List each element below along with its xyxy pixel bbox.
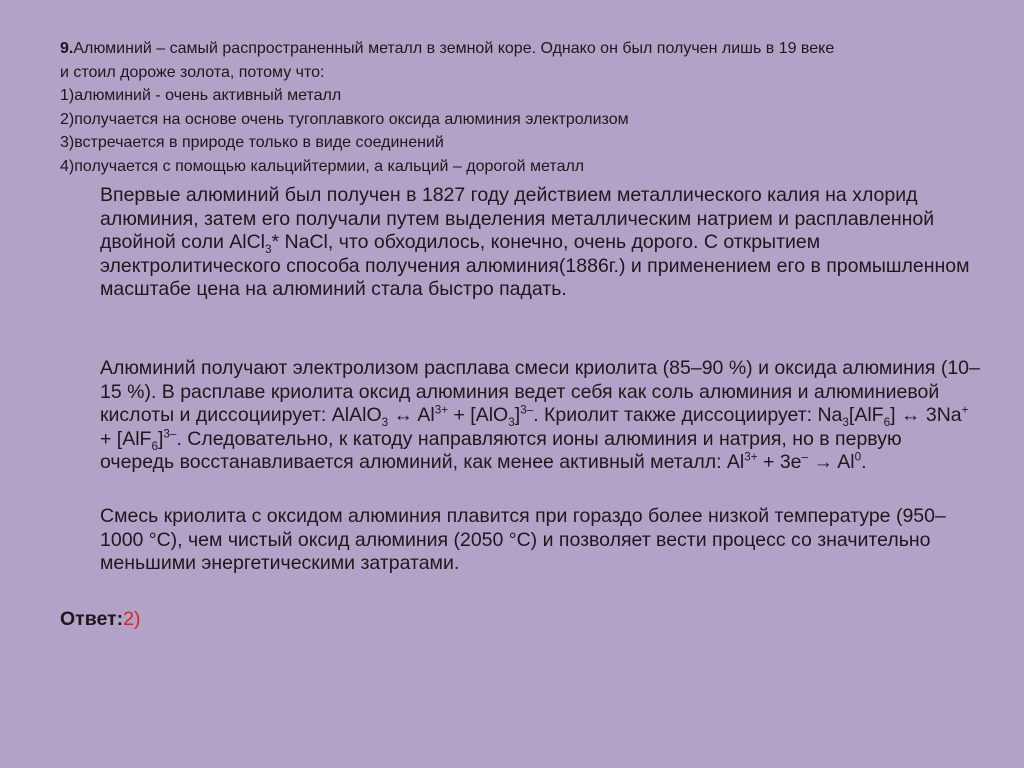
superscript: 3–	[163, 427, 177, 440]
option-2: 2)получается на основе очень тугоплавкого оксида алюминия электролизом	[60, 110, 629, 128]
option-3: 3)встречается в природе только в виде соединений	[60, 134, 444, 151]
text-run: [AlF	[848, 404, 884, 426]
subscript: 6	[883, 415, 891, 429]
text-run: ]	[514, 404, 521, 426]
subscript: 3	[265, 242, 272, 256]
question-stem-line-2: и стоил дороже золота, потому что:	[60, 63, 325, 81]
text-run: → Al	[808, 451, 855, 473]
text-run: Впервые алюминий был получен в 1827 году действием металлического калия на хлорид алюминия, затем его получали путем выделения металлическим натрием и расплавленной двойной соли AlCl	[100, 184, 935, 253]
superscript: 0	[854, 450, 862, 464]
question-stem-line-1: Алюминий – самый распространенный металл в земной коре. Однако он был получен лишь в 19 веке	[73, 40, 835, 57]
text-run: . Следовательно, к катоду направляются ионы алюминия и натрия, но в первую очередь восстанавливается алюминий, как менее активный металл: Al	[100, 427, 902, 473]
question-number: 9.	[60, 40, 74, 57]
explanation-paragraph-electrolysis	[100, 357, 980, 475]
answer-value: 2)	[123, 608, 141, 630]
explanation-paragraph-history	[100, 184, 980, 302]
superscript: 3+	[744, 450, 758, 464]
option-4: 4)получается с помощью кальцийтермии, а кальций – дорогой металл	[60, 157, 585, 175]
question-block	[60, 37, 980, 178]
text-run: + [AlO	[448, 404, 509, 426]
superscript: 3+	[434, 403, 449, 417]
subscript: 3	[381, 415, 389, 429]
text-run: ] ↔ 3Na	[890, 404, 962, 426]
text-run: * NaCl, что обходилось, конечно, очень дорого. С открытием электролитического способа получения алюминия(1886г.) и применением его в промышленном масштабе цена на алюминий стала быстро падать.	[100, 231, 970, 300]
subscript: 6	[151, 439, 158, 453]
text-run: .	[861, 451, 867, 473]
text-run: + 3e	[757, 451, 802, 473]
text-run: + [AlF	[100, 427, 152, 450]
option-1: 1)алюминий - очень активный металл	[60, 87, 342, 104]
text-run: Алюминий получают электролизом расплава смеси криолита (85–90 %) и оксида алюминия (10–15 %). В расплаве криолита оксид алюминия ведет себя как соль алюминия и алюминиевой кислоты и диссоциирует: AlAlO	[100, 357, 980, 426]
text-run: . Криолит также диссоциирует: Na	[533, 404, 843, 426]
answer	[60, 607, 140, 631]
superscript: +	[961, 403, 969, 417]
explanation-paragraph-cryolite: Смесь криолита с оксидом алюминия плавится при гораздо более низкой температуре (950–1000 °С), чем чистый оксид алюминия (2050 °С) и позволяет вести процесс со значительно меньшими энергетическими затратами.	[100, 505, 946, 574]
text-run: ↔ Al	[388, 404, 435, 426]
answer-label: Ответ:	[60, 608, 124, 630]
subscript: 3	[842, 415, 849, 429]
superscript: 3–	[520, 403, 534, 417]
subscript: 3	[508, 415, 515, 429]
superscript: –	[801, 450, 809, 464]
question-stem	[60, 37, 980, 61]
text-run: ]	[158, 427, 164, 450]
